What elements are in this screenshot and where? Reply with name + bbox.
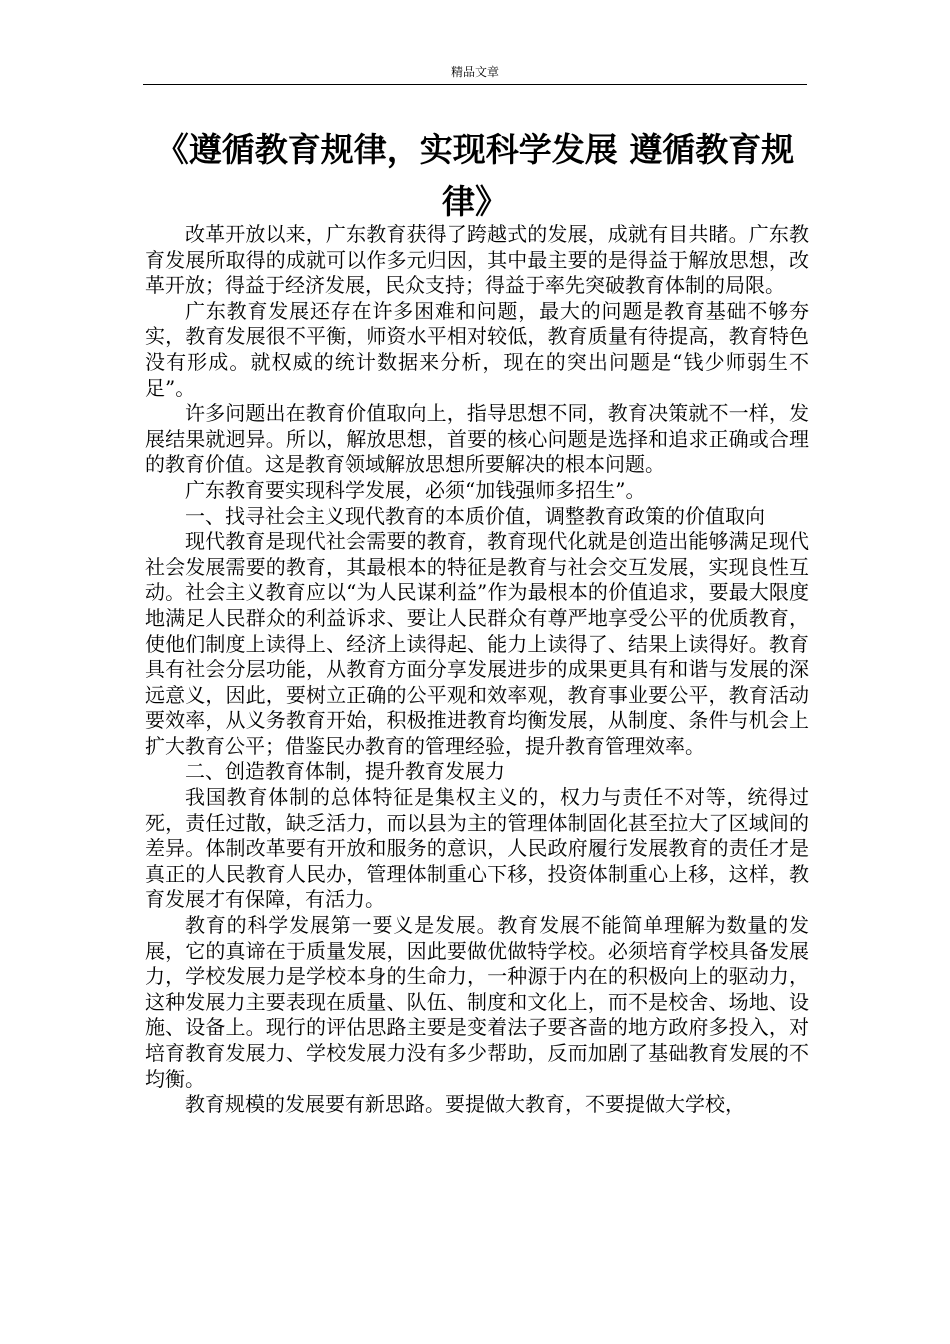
body-paragraph: 广东教育要实现科学发展，必须“加钱强师多招生”。	[185, 477, 646, 502]
document-body	[145, 222, 809, 1118]
body-paragraph: 广东教育发展还存在许多困难和问题，最大的问题是教育基础不够夯实，教育发展很不平衡，师资水平相对较低，教育质量有待提高，教育特色没有形成。就权威的统计数据来分析，现在的突出问题是“钱少师弱生不足”。	[145, 298, 809, 400]
body-paragraph: 我国教育体制的总体特征是集权主义的，权力与责任不对等，统得过死，责任过散，缺乏活力，而以县为主的管理体制固化甚至拉大了区域间的差异。体制改革要有开放和服务的意识，人民政府履行发展教育的责任才是真正的人民教育人民办，管理体制重心下移，投资体制重心上移，这样，教育发展才有保障，有活力。	[145, 785, 809, 912]
body-paragraph: 许多问题出在教育价值取向上，指导思想不同，教育决策就不一样，发展结果就迥异。所以，解放思想，首要的核心问题是选择和追求正确或合理的教育价值。这是教育领域解放思想所要解决的根本问题。	[145, 401, 809, 477]
document-title: 《遵循教育规律，实现科学发展 遵循教育规律》	[155, 130, 795, 221]
page-header: 精品文章	[450, 65, 499, 79]
body-paragraph: 教育规模的发展要有新思路。要提做大教育，不要提做大学校，	[185, 1092, 745, 1117]
header-divider	[143, 84, 807, 85]
section-heading: 二、创造教育体制，提升教育发展力	[185, 759, 505, 784]
body-paragraph: 现代教育是现代社会需要的教育，教育现代化就是创造出能够满足现代社会发展需要的教育，其最根本的特征是教育与社会交互发展，实现良性互动。社会主义教育应以“为人民谋利益”作为最根本的价值追求，要最大限度地满足人民群众的利益诉求、要让人民群众有尊严地享受公平的优质教育，使他们制度上读得上、经济上读得起、能力上读得了、结果上读得好。教育具有社会分层功能，从教育方面分享发展进步的成果更具有和谐与发展的深远意义，因此，要树立正确的公平观和效率观，教育事业要公平，教育活动要效率，从义务教育开始，积极推进教育均衡发展，从制度、条件与机会上扩大教育公平；借鉴民办教育的管理经验，提升教育管理效率。	[145, 529, 809, 758]
section-heading: 一、找寻社会主义现代教育的本质价值，调整教育政策的价值取向	[185, 503, 765, 528]
body-paragraph: 教育的科学发展第一要义是发展。教育发展不能简单理解为数量的发展，它的真谛在于质量发展，因此要做优做特学校。必须培育学校具备发展力，学校发展力是学校本身的生命力，一种源于内在的积极向上的驱动力，这种发展力主要表现在质量、队伍、制度和文化上，而不是校舍、场地、设施、设备上。现行的评估思路主要是变着法子要吝啬的地方政府多投入，对培育教育发展力、学校发展力没有多少帮助，反而加剧了基础教育发展的不均衡。	[145, 913, 809, 1091]
body-paragraph: 改革开放以来，广东教育获得了跨越式的发展，成就有目共睹。广东教育发展所取得的成就可以作多元归因，其中最主要的是得益于解放思想，改革开放；得益于经济发展，民众支持；得益于率先突破教育体制的局限。	[145, 222, 809, 298]
